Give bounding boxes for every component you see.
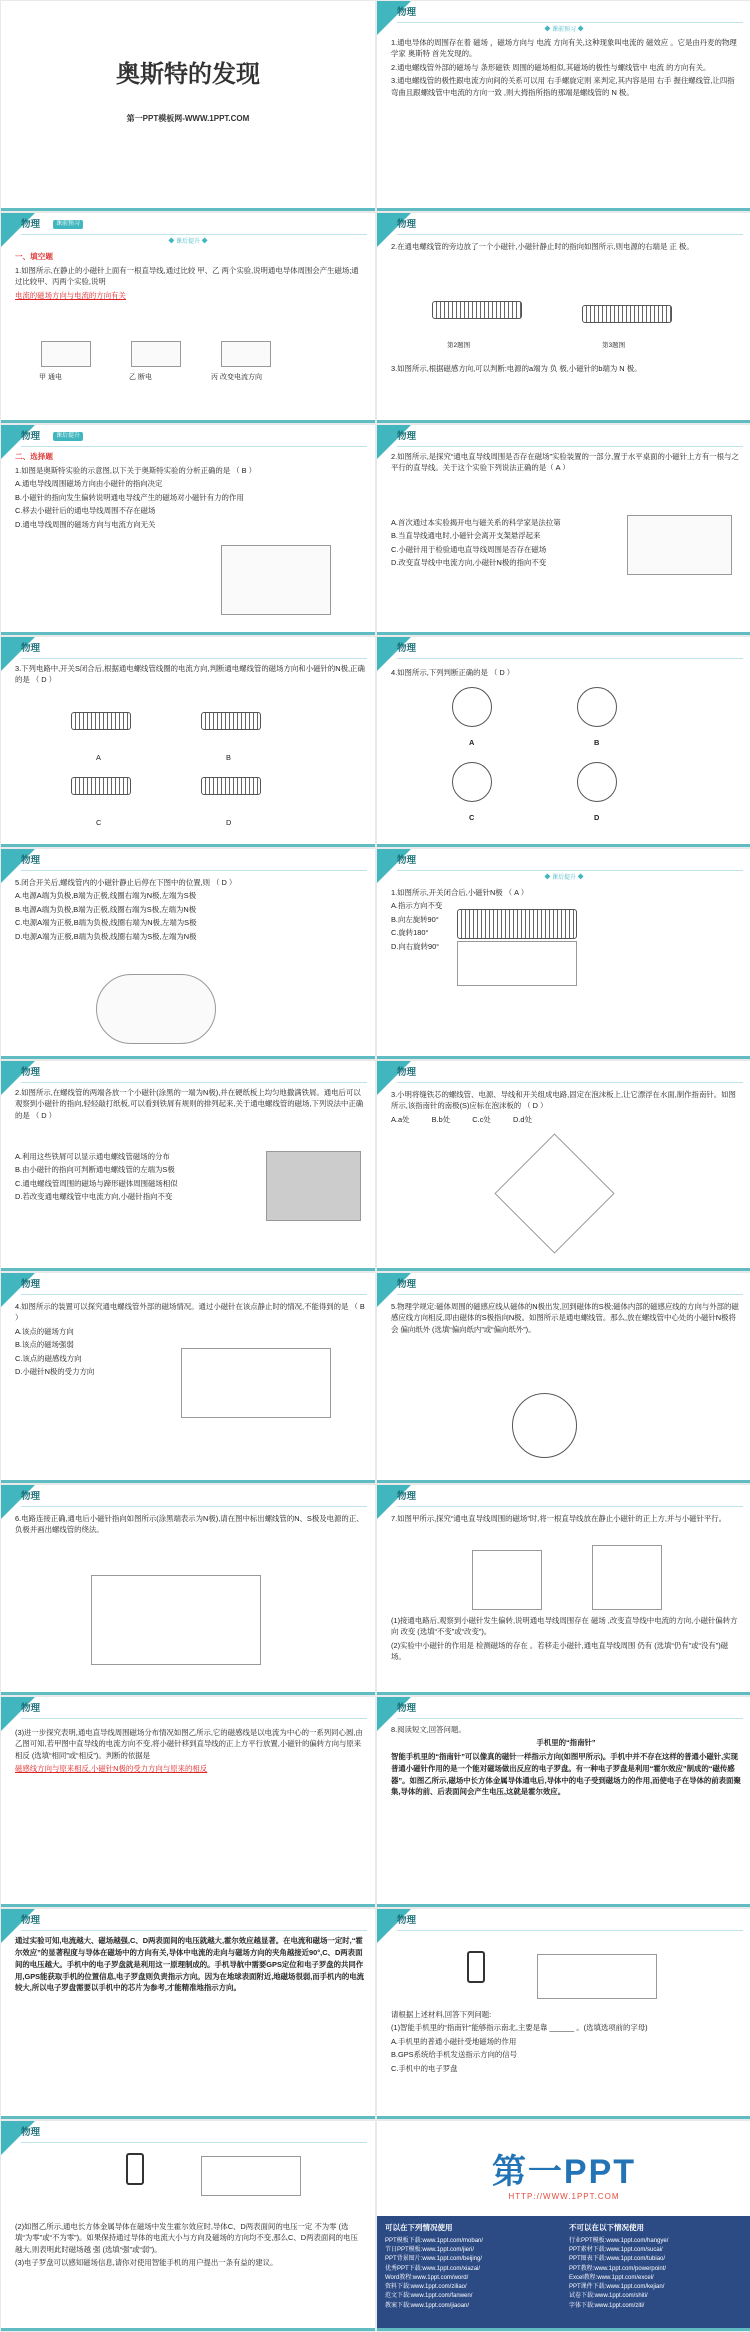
question-text: 8.阅读短文,回答问题。 [391, 1725, 466, 1734]
question-text: (3)电子罗盘可以感知磁场信息,请你对使用智能手机的用户提出一条有益的建议。 [15, 2258, 278, 2268]
figure-yi [592, 1545, 662, 1610]
coil-figure [96, 974, 216, 1044]
link-item[interactable]: Word教程:www.1ppt.com/word/ [385, 2274, 469, 2281]
circuit-figure [457, 941, 577, 986]
caption: 第2题图 [447, 342, 471, 349]
subject-label: 物理 [397, 1067, 417, 1078]
slide-body [391, 1301, 741, 1337]
divider [397, 1718, 743, 1719]
subject-label: 物理 [397, 1279, 417, 1290]
link-item[interactable]: PPT模板下载:www.1ppt.com/moban/ [385, 2237, 484, 2244]
slide-2[interactable] [377, 1, 750, 211]
options [391, 517, 611, 571]
question-text: (1)智能手机里的“指南针”能够指示南北,主要是靠 ______ 。(选填选项前的字母) [391, 2023, 648, 2033]
phone-figure [467, 1951, 485, 1983]
subject-label: 物理 [397, 1703, 417, 1714]
link-item[interactable]: Excel教程:www.1ppt.com/excel/ [569, 2274, 654, 2281]
option: B.当直导线通电时,小磁针会离开支架悬浮起来 [391, 531, 541, 541]
article-text: 智能手机里的“指南针”可以像真的磁针一样指示方向(如图甲所示)。手机中并不存在这样的普通小磁针,实现普通小磁针作用的是一个能对磁场做出反应的电子罗盘。有一种电子罗盘是利用“霍尔效应”制成的“磁传感器”。如图乙所示,磁场中长方体金属导体通电后,导体中的电子受到磁场力的作用,而使电子在导体的前表面聚集,导体的前、后表面间会产生电压,这就是霍尔效应。 [391, 1751, 741, 1797]
slide-title[interactable] [1, 1, 375, 211]
option: B.电源A端为负极,B端为正极,线圈右端为S极,左端为N极 [15, 904, 197, 914]
compass-figure [452, 762, 492, 802]
link-item[interactable]: 节日PPT模板:www.1ppt.com/jieri/ [385, 2246, 475, 2253]
link-item[interactable]: PPT教程:www.1ppt.com/powerpoint/ [569, 2265, 667, 2272]
text-line: 2.通电螺线管外部的磁场与 条形磁铁 周围的磁场相似,其磁场的极性与螺线管中 电流 的方向有关。 [391, 62, 711, 72]
link-item[interactable]: 教案下载:www.1ppt.com/jiaoan/ [385, 2302, 470, 2309]
column-heading: 可以在下列情况使用 [385, 2223, 453, 2232]
question-text: 3.下列电路中,开关S闭合后,根据通电螺线管线圈的电流方向,判断通电螺线管的磁场方向和小磁针的N极,正确的是 （ D ） [15, 664, 365, 685]
subject-label: 物理 [21, 219, 41, 230]
divider [21, 234, 367, 235]
option: B.小磁针的指向发生偏转说明通电导线产生的磁场对小磁针有力的作用 [15, 492, 244, 502]
subject-label: 物理 [21, 1703, 41, 1714]
divider [21, 1506, 367, 1507]
slide-body [391, 1724, 741, 1800]
question-text: 1.如图所示,开关闭合后,小磁针N极 （ A ） [391, 888, 529, 897]
link-item[interactable]: PPT图表下载:www.1ppt.com/tubiao/ [569, 2256, 666, 2263]
compass-figure [577, 762, 617, 802]
caption: 乙 断电 [129, 374, 152, 381]
question-text: 2.如图所示,是探究“通电直导线周围是否存在磁场”实验装置的一部分,置于水平桌面的小磁针上方有一根与之平行的直导线。关于这个实验下列说法正确的是（ A ） [391, 452, 739, 473]
divider [21, 2142, 367, 2143]
option: D.电源A端为正极,B端为负极,线圈右端为S极,左端为N极 [15, 931, 197, 941]
subject-label: 物理 [397, 1491, 417, 1502]
brand-url[interactable]: HTTP://WWW.1PPT.COM [508, 2192, 620, 2201]
divider [397, 22, 743, 23]
subject-label: 物理 [21, 855, 41, 866]
subject-label: 物理 [397, 7, 417, 18]
divider [21, 1082, 367, 1083]
question-text: 3.如图所示,根据磁感方向,可以判断:电源的a端为 负 极,小磁针的b端为 N 极。 [391, 364, 642, 373]
option: C.移去小磁针后的通电导线周围不存在磁场 [15, 506, 156, 516]
solenoid-figure [201, 712, 261, 730]
divider [21, 1294, 367, 1295]
article-text: 通过实验可知,电流越大、磁场越强,C、D两表面间的电压就越大,霍尔效应越显著。在电流和磁场一定时,“霍尔效应”的显著程度与导体在磁场中的方向有关,导体中电流的走向与磁场方向的夹角越接近90°,C、D两表面间的电压越大。手机中的电子罗盘就是利用这一原理制成的。手机导航中需要GPS定位和电子罗盘的共同作用,GPS能获取手机的位置信息,电子罗盘则负责指示方向。因为在地球表面附近,地磁场很弱,而手机内的电流较大,所以电子罗盘需要以手机中的芯片为参考,才能精准地指示方向。 [15, 1936, 365, 1993]
figure-bing [221, 341, 271, 367]
question-text: 6.电路连接正确,通电后小磁针指向如图所示(涂黑端表示为N极),请在图中标出螺线管的N、S极及电源的正、负极并画出螺线管的绕法。 [15, 1514, 364, 1535]
question-text: 4.如图所示,下列判断正确的是 （ D ） [391, 668, 515, 677]
slide-body [391, 363, 741, 376]
slide-10[interactable] [377, 849, 750, 1059]
link-item[interactable]: PPT素材下载:www.1ppt.com/sucai/ [569, 2246, 663, 2253]
slide-body [391, 241, 741, 254]
subject-label: 物理 [21, 431, 41, 442]
divider [397, 658, 743, 659]
figure-jia [41, 341, 91, 367]
slide-17[interactable] [1, 1697, 375, 1907]
slide-body [15, 877, 365, 944]
slide-12[interactable] [377, 1061, 750, 1271]
subject-label: 物理 [21, 1067, 41, 1078]
section-heading: 二、选择题 [15, 452, 53, 461]
divider [21, 446, 367, 447]
page-subtitle: 第一PPT模板网-WWW.1PPT.COM [126, 114, 250, 123]
option: A.通电导线周围磁场方向由小磁针的指向决定 [15, 479, 163, 489]
subject-label: 物理 [21, 643, 41, 654]
question-text: 2.在通电螺线管的旁边放了一个小磁针,小磁针静止时的指向如图所示,则电源的右端是 正 极。 [391, 242, 694, 251]
slide-body [15, 451, 365, 532]
option: A.该点的磁场方向 [15, 1326, 74, 1336]
section-ribbon: ◆ 课后提升 ◆ [544, 875, 584, 881]
slide-22-brand[interactable] [377, 2121, 750, 2331]
usage-footer [377, 2216, 750, 2331]
answer-text: 电流的磁场方向与电流的方向有关 [15, 290, 126, 300]
solenoid-figure [71, 777, 131, 795]
slide-body [391, 37, 741, 100]
subject-label: 物理 [397, 1915, 417, 1926]
question-text: 2.如图所示,在螺线管的两端各放一个小磁针(涂黑的一端为N极),并在硬纸板上均匀地撒满铁屑。通电后可以观察到小磁针的指向,轻轻敲打纸板,可以看到铁屑有规则的排列起来,关于通电螺线管的磁场,下列说法中正确的是 （ D ） [15, 1088, 364, 1120]
figure-jia [472, 1550, 542, 1610]
question-text: (2)如图乙所示,通电长方体金属导体在磁场中发生霍尔效应时,导体C、D两表面间的电压一定 不为零 (选填“为零”或“不为零”)。如果保持通过导体的电流大小与方向及磁场的方向均不变,那么C、D两表面间的电压越大,则表明此时磁场越 强 (选填“强”或“弱”)。 [15, 2222, 358, 2254]
slide-body [391, 667, 741, 680]
option-label: D [594, 813, 600, 822]
slide-13[interactable] [1, 1273, 375, 1483]
slide-8[interactable] [377, 637, 750, 847]
answer-text: 磁感线方向与原来相反,小磁针N极的受力方向与原来的相反 [15, 1764, 208, 1774]
slide-18[interactable] [377, 1697, 750, 1907]
question-text: (3)进一步探究表明,通电直导线周围磁场分布情况如图乙所示,它的磁感线是以电流为中心的一系列同心圆,由乙图可知,若甲图中直导线的电流方向不变,将小磁针移到直导线的正上方平行放置,小磁针的偏转方向与原来 相反 (选填“相同”或“相反”)。判断的依据是 [15, 1728, 363, 1760]
slide-7[interactable] [1, 637, 375, 847]
option: D.向右旋转90° [391, 941, 440, 951]
slide-11[interactable] [1, 1061, 375, 1271]
subject-label: 物理 [397, 431, 417, 442]
option-label: C [469, 813, 475, 822]
option: D.通电导线周围的磁场方向与电流方向无关 [15, 519, 156, 529]
question-text: 5.闭合开关后,螺线管内的小磁针静止后停在下图中的位置,则 （ D ） [15, 878, 237, 887]
brand-logo: 第一PPT [491, 2153, 637, 2191]
slide-body [391, 1513, 741, 1526]
divider [397, 446, 743, 447]
question-text: 3.小明将缝铁芯的螺线管、电源、导线和开关组成电路,固定在泡沫板上,让它漂浮在水面,制作指南针。如图所示,该指南针的南极(S)应标在泡沫板的 （ D ） [391, 1090, 736, 1111]
subject-label: 物理 [397, 219, 417, 230]
slide-20[interactable] [377, 1909, 750, 2119]
question-text: 5.物理学规定:磁体周围的磁感应线从磁体的N极出发,回到磁体的S极;磁体内部的磁感应线的方向与外部的磁感应线方向相反,即由磁体的S极指向N极。如图所示是通电螺线管。那么,放在螺线管中心处的小磁针N极将会 偏向纸外 (选填“偏向纸内”或“偏向纸外”)。 [391, 1302, 739, 1334]
slide-body [15, 251, 365, 303]
option-label: C [96, 818, 102, 827]
option: C.该点的磁感线方向 [15, 1353, 82, 1363]
compass-figure [577, 687, 617, 727]
slide-3[interactable] [1, 213, 375, 423]
slide-9[interactable] [1, 849, 375, 1059]
divider [397, 1294, 743, 1295]
subject-label: 物理 [21, 2127, 41, 2138]
option: C.手机中的电子罗盘 [391, 2063, 458, 2073]
slide-6[interactable] [377, 425, 750, 635]
allowed-column [385, 2222, 559, 2325]
option: D.小磁针N极的受力方向 [15, 1367, 95, 1377]
phone-figure [126, 2153, 144, 2185]
option-label: D [226, 818, 232, 827]
compass-figure [452, 687, 492, 727]
solenoid-photo [266, 1151, 361, 1221]
section-ribbon: ◆ 课前预习 ◆ [544, 27, 584, 33]
link-item[interactable]: PPT背景图片:www.1ppt.com/beijing/ [385, 2256, 483, 2263]
option: A.电源A端为负极,B端为正极,线圈右端为N极,左端为S极 [15, 891, 197, 901]
slide-4[interactable] [377, 213, 750, 423]
question-text: 1.如图所示,在静止的小磁针上面有一根直导线,通过比较 甲、乙 两个实验,说明通电导体周围会产生磁场;通过比较甲、丙两个实验,说明 [15, 265, 359, 287]
subject-label: 物理 [21, 1491, 41, 1502]
solenoid-figure [71, 712, 131, 730]
question-text: (1)接通电路后,观察到小磁针发生偏转,说明通电导线周围存在 磁场 ,改变直导线中电流的方向,小磁针偏转方向 改变 (选填“不变”或“改变”)。 [391, 1616, 738, 1637]
option-label: B [594, 738, 600, 747]
solenoid-figure [457, 909, 577, 939]
solenoid-figure [432, 301, 522, 319]
caption: 甲 通电 [39, 374, 62, 381]
slide-body [391, 451, 741, 476]
column-heading: 不可以在以下情况使用 [569, 2223, 644, 2232]
solenoid-top-view [512, 1393, 577, 1458]
subject-label: 物理 [397, 855, 417, 866]
link-item[interactable]: 试卷下载:www.1ppt.com/shiti/ [569, 2293, 648, 2300]
subject-label: 物理 [21, 1279, 41, 1290]
article-title: 手机里的“指南针” [536, 1738, 596, 1748]
option: B.向左旋转90° [391, 914, 439, 924]
slide-body [15, 663, 365, 688]
slide-body [391, 1089, 741, 1127]
option: A.首次通过本实验揭开电与磁关系的科学家是法拉第 [391, 518, 561, 527]
caption: 丙 改变电流方向 [211, 374, 262, 381]
option-label: A [469, 738, 475, 747]
divider [397, 1082, 743, 1083]
divider [21, 1930, 367, 1931]
option: C.电源A端为正极,B端为负极,线圈右端为N极,左端为S极 [15, 918, 197, 928]
text-line: 1.通电导体的周围存在着 磁场 ，磁场方向与 电流 方向有关,这种现象叫电流的 磁效应 。它是由丹麦的物理学家 奥斯特 首先发现的。 [391, 38, 737, 59]
option: B.GPS系统给手机发送指示方向的信号 [391, 2050, 518, 2060]
option: C.小磁针用于检验通电直导线周围是否存在磁场 [391, 544, 547, 554]
hall-effect-figure [537, 1954, 657, 1999]
hall-effect-figure [201, 2156, 301, 2196]
slide-21[interactable] [1, 2121, 375, 2331]
slide-body [15, 1727, 365, 1777]
option: A.手机里的普通小磁针受地磁场的作用 [391, 2036, 517, 2046]
wire-compass-figure [627, 515, 732, 575]
link-item[interactable]: 资料下载:www.1ppt.com/ziliao/ [385, 2284, 467, 2291]
caption: 第3题图 [602, 342, 626, 349]
page-title: 奥斯特的发现 [116, 61, 260, 88]
option-label: A [96, 753, 101, 762]
slide-body [15, 2221, 365, 2271]
section-tag: 课前预习 [53, 220, 83, 229]
solenoid-figure [201, 777, 261, 795]
question-text: 7.如图甲所示,探究“通电直导线周围的磁场”时,将一根直导线放在静止小磁针的正上方,并与小磁针平行。 [391, 1514, 727, 1523]
foam-board-figure [494, 1133, 614, 1253]
option: A.利用这些铁屑可以显示通电螺线管磁场的分布 [15, 1152, 170, 1161]
option: C.通电螺线管周围的磁场与蹄形磁体周围磁场相似 [15, 1178, 178, 1188]
option: B.由小磁针的指向可判断通电螺线管的左端为S极 [15, 1165, 175, 1175]
oersted-figure [221, 545, 331, 615]
options [15, 1151, 255, 1205]
circuit-figure [91, 1575, 261, 1665]
figure-yi [131, 341, 181, 367]
slide-16[interactable] [377, 1485, 750, 1695]
divider [397, 870, 743, 871]
slide-body [15, 1087, 365, 1123]
option: B.该点的磁场强弱 [15, 1340, 74, 1350]
slide-body [15, 1935, 365, 1996]
divider [21, 1718, 367, 1719]
slide-body [15, 1513, 365, 1538]
option-label: B [226, 753, 231, 762]
link-item[interactable]: 字体下载:www.1ppt.com/ziti/ [569, 2302, 645, 2309]
divider [397, 234, 743, 235]
subject-label: 物理 [21, 1915, 41, 1926]
option: A.a处 B.b处 C.c处 D.d处 [391, 1114, 532, 1124]
question-text: 请根据上述材料,回答下列问题: [391, 2010, 492, 2019]
link-item[interactable]: PPT课件下载:www.1ppt.com/kejian/ [569, 2284, 665, 2291]
divider [21, 658, 367, 659]
question-text: 1.如图是奥斯特实验的示意图,以下关于奥斯特实验的分析正确的是 （ B ） [15, 465, 257, 475]
question-text: (2)实验中小磁针的作用是 检测磁场的存在 。若移走小磁针,通电直导线周围 仍有 (选填“仍有”或“没有”)磁场。 [391, 1640, 729, 1662]
divider [21, 870, 367, 871]
section-heading: 一、填空题 [15, 252, 53, 261]
link-item[interactable]: 范文下载:www.1ppt.com/fanwen/ [385, 2293, 473, 2300]
divider [397, 1506, 743, 1507]
slide-14[interactable] [377, 1273, 750, 1483]
solenoid-figure [582, 305, 672, 323]
section-tag: 课后提升 [53, 432, 83, 441]
slide-5[interactable] [1, 425, 375, 635]
subject-label: 物理 [397, 643, 417, 654]
slide-body [391, 1615, 741, 1665]
divider [397, 1930, 743, 1931]
question-text: 4.如图所示的装置可以探究通电螺线管外部的磁场情况。通过小磁针在该点静止时的情况,不能得到的是 （ B ） [15, 1302, 365, 1323]
link-item[interactable]: 行业PPT模板:www.1ppt.com/hangye/ [569, 2237, 669, 2244]
option: D.若改变通电螺线管中电流方向,小磁针指向不变 [15, 1192, 173, 1202]
option: C.旋转180° [391, 928, 429, 938]
option: D.改变直导线中电流方向,小磁针N极的指向不变 [391, 558, 547, 568]
disallowed-column [569, 2222, 743, 2325]
slide-15[interactable] [1, 1485, 375, 1695]
slide-19[interactable] [1, 1909, 375, 2119]
section-ribbon: ◆ 课后提升 ◆ [168, 239, 208, 245]
link-item[interactable]: 优秀PPT下载:www.1ppt.com/xiazai/ [385, 2265, 481, 2272]
apparatus-figure [181, 1348, 331, 1418]
option: A.指示方向不变 [391, 901, 443, 911]
slide-body [391, 2009, 741, 2076]
text-line: 3.通电螺线管的极性跟电流方向间的关系可以用 右手螺旋定则 来判定,其内容是用 右手 握住螺线管,让四指弯曲且跟螺线管中电流的方向一致 ,则大拇指所指的那端是螺线管的 N 极。 [391, 76, 735, 97]
